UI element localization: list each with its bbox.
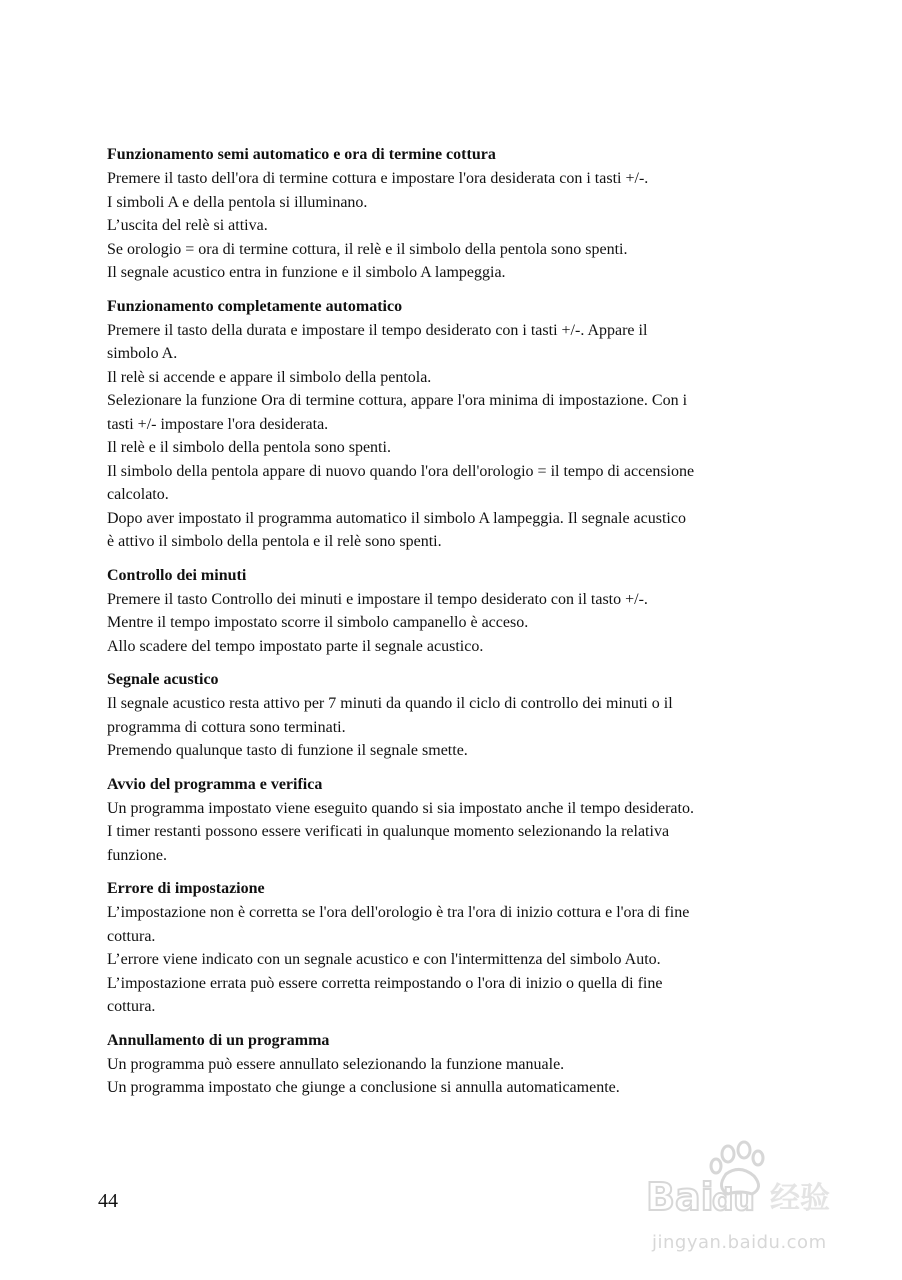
text-line: Il simbolo della pentola appare di nuovo quando l'ora dell'orologio = il tempo di accensione <box>107 462 695 480</box>
section-heading: Segnale acustico <box>107 671 219 688</box>
section-setting-error <box>107 877 797 1019</box>
svg-text:Bai: Bai <box>646 1175 714 1219</box>
text-line: Un programma impostato che giunge a conclusione si annulla automaticamente. <box>107 1079 620 1096</box>
text-line: L’impostazione non è corretta se l'ora dell'orologio è tra l'ora di inizio cottura e l'ora di fine <box>107 904 690 921</box>
section-program-start <box>107 773 797 868</box>
text-line: Il segnale acustico entra in funzione e il simbolo A lampeggia. <box>107 264 506 281</box>
text-line: è attivo il simbolo della pentola e il relè sono spenti. <box>107 533 442 550</box>
svg-text:du: du <box>712 1183 755 1218</box>
text-line: Selezionare la funzione Ora di termine cottura, appare l'ora minima di impostazione. Con i <box>107 392 688 409</box>
text-line: L’uscita del relè si attiva. <box>107 217 268 234</box>
text-line: tasti +/- impostare l'ora desiderata. <box>107 415 329 433</box>
text-line: Se orologio = ora di termine cottura, il relè e il simbolo della pentola sono spenti. <box>107 240 628 258</box>
page-number: 44 <box>98 1190 118 1212</box>
text-line: I simboli A e della pentola si illuminano. <box>107 193 368 211</box>
section-semi-automatic <box>107 143 797 285</box>
section-heading: Funzionamento completamente automatico <box>107 297 403 315</box>
watermark-url: jingyan.baidu.com <box>652 1232 827 1253</box>
text-line: Allo scadere del tempo impostato parte il segnale acustico. <box>107 637 484 655</box>
text-line: Il relè e il simbolo della pentola sono spenti. <box>107 439 391 456</box>
text-line: I timer restanti possono essere verificati in qualunque momento selezionando la relativa <box>107 823 670 840</box>
text-line: L’impostazione errata può essere corretta reimpostando o l'ora di inizio o quella di fine <box>107 974 663 992</box>
text-line: Un programma può essere annullato selezionando la funzione manuale. <box>107 1055 565 1073</box>
text-line: Il segnale acustico resta attivo per 7 minuti da quando il ciclo di controllo dei minuti o il <box>107 695 673 712</box>
section-minute-timer <box>107 564 797 659</box>
text-line: Il relè si accende e appare il simbolo della pentola. <box>107 368 432 386</box>
document-body <box>107 143 797 1110</box>
text-line: funzione. <box>107 846 167 864</box>
text-line: Premendo qualunque tasto di funzione il segnale smette. <box>107 742 468 759</box>
text-line: calcolato. <box>107 486 169 503</box>
text-line: simbolo A. <box>107 345 178 362</box>
section-program-cancel <box>107 1029 797 1100</box>
text-line: Premere il tasto della durata e impostare il tempo desiderato con i tasti +/-. Appare il <box>107 321 648 339</box>
text-line: cottura. <box>107 998 156 1015</box>
section-heading: Controllo dei minuti <box>107 566 247 584</box>
section-acoustic-signal <box>107 668 797 763</box>
text-line: Premere il tasto dell'ora di termine cottura e impostare l'ora desiderata con i tasti +/-. <box>107 170 649 187</box>
section-fully-automatic <box>107 295 797 554</box>
text-line: Un programma impostato viene eseguito quando si sia impostato anche il tempo desiderato. <box>107 799 694 817</box>
text-line: cottura. <box>107 927 156 945</box>
text-line: L’errore viene indicato con un segnale acustico e con l'intermittenza del simbolo Auto. <box>107 951 661 968</box>
section-heading: Avvio del programma e verifica <box>107 775 323 793</box>
baidu-watermark <box>640 1140 880 1260</box>
svg-text:经验: 经验 <box>770 1181 830 1216</box>
text-line: Premere il tasto Controllo dei minuti e impostare il tempo desiderato con il tasto +/-. <box>107 590 648 608</box>
text-line: Mentre il tempo impostato scorre il simbolo campanello è acceso. <box>107 614 529 631</box>
section-heading: Annullamento di un programma <box>107 1031 330 1049</box>
section-heading: Funzionamento semi automatico e ora di termine cottura <box>107 146 496 163</box>
text-line: programma di cottura sono terminati. <box>107 718 346 736</box>
baidu-paw-logo-icon <box>640 1140 880 1230</box>
text-line: Dopo aver impostato il programma automatico il simbolo A lampeggia. Il segnale acustico <box>107 509 686 527</box>
section-heading: Errore di impostazione <box>107 880 265 897</box>
